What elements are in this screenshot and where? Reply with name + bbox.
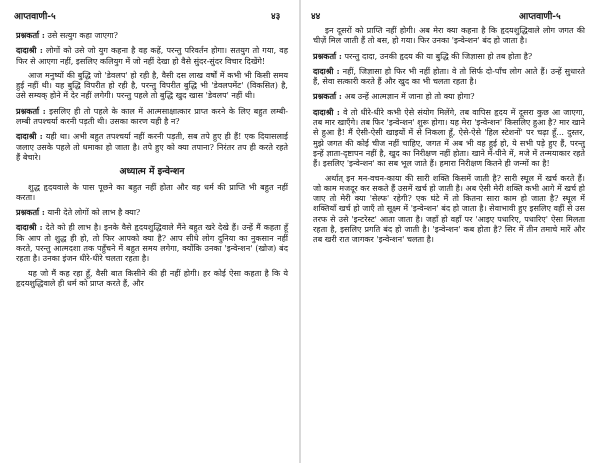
speaker-label: दादाश्री : bbox=[313, 106, 340, 117]
left-text-column bbox=[16, 26, 288, 292]
speaker-label: प्रश्नकर्ता : bbox=[16, 207, 45, 218]
paragraph-text: यही था। अभी बहुत तपश्चर्या नहीं करनी पड़ती, सब तपे हुए ही हैं! एक दियासलाई जलाए उसके पहले तो धमाका हो जाता है। तपे हुए को क्या तपाना? निरंतर तप ही करते रहते हैं बेचारे। bbox=[16, 132, 288, 162]
right-page bbox=[301, 0, 600, 463]
dialogue-paragraph bbox=[16, 45, 288, 67]
paragraph-text: उसे सत्युग कहा जाएगा? bbox=[47, 31, 118, 40]
paragraph-text: अब उन्हें आत्मज्ञान में जाना हो तो क्या होगा? bbox=[344, 92, 475, 102]
body-paragraph bbox=[313, 174, 585, 246]
dialogue-paragraph bbox=[16, 222, 288, 264]
paragraph-text: यह जो मैं कह रहा हूँ, वैसी बात किसीने की ही नहीं होगी। हर कोई ऐसा कहता है कि ये हृदयशुद्धिवाले ही धर्म को प्राप्त करते हैं, और bbox=[16, 268, 288, 288]
paragraph-text: नहीं, जिज्ञासा हो फिर भी नहीं होता। वे तो सिर्फ दो-पाँच लोग आते हैं। उन्हें सुधारते हैं, सेवा सत्कारी करते हैं और खुद का भी चलता रहता है। bbox=[313, 66, 585, 87]
speaker-label: दादाश्री : bbox=[16, 45, 43, 56]
paragraph-text: वे तो धीरे-धीरे कभी ऐसे संयोग मिलेंगे, तब वापिस हृदय में दूसरा कुछ आ जाएगा, तब मार खाएँगे। तब फिर 'इन्वेन्शन' शुरू होगा। यह मेरा 'इन्वेन्शन' किसलिए हुआ है? मार खाने से हुआ है! मैं ऐसी-ऐसी खाइयों में से निकला हूँ, ऐसे-ऐसे 'हिल स्टेशनों' पर चढ़ा हूँ... दुस्तर, मुझे जगत की कोई चीज नहीं चाहिए, जगत में अब भी वह हुई हो, ये सभी पड़े हुए हैं, परन्तु इन्हें ज्ञाता-दृष्टापन नहीं है, खुद का निरीक्षण नहीं होता। खाने में-पीने में, मजे में तन्मयाकार रहते हैं। इसलिए 'इन्वेन्शन' का सब भूल जाते हैं। हमारा निरीक्षण कितने ही जन्मों का है! bbox=[313, 107, 585, 169]
section-heading: अध्यात्म में इन्वेन्शन bbox=[119, 166, 185, 178]
body-paragraph bbox=[16, 71, 288, 102]
page-number-right: ४४ bbox=[311, 12, 321, 22]
speaker-label: दादाश्री : bbox=[313, 65, 340, 76]
dialogue-paragraph bbox=[313, 107, 585, 170]
dialogue-paragraph bbox=[16, 30, 288, 41]
speaker-label: प्रश्नकर्ता : bbox=[313, 91, 342, 102]
dialogue-paragraph bbox=[313, 51, 585, 62]
body-paragraph bbox=[16, 269, 288, 290]
dialogue-paragraph bbox=[313, 91, 585, 102]
speaker-label: प्रश्नकर्ता : bbox=[16, 30, 45, 40]
paragraph-text: शुद्ध हृदयवाले के पास पूछने का बहुत नहीं होता और वह धर्म की प्राप्ति भी बहुत नहीं करता। bbox=[16, 182, 288, 202]
speaker-label: प्रश्नकर्ता : bbox=[313, 50, 342, 61]
body-paragraph bbox=[16, 183, 288, 204]
dialogue-paragraph bbox=[16, 207, 288, 218]
paragraph-text: आज मनुष्यों की बुद्धि जो 'डेवलप' हो रही है, वैसी दस लाख वर्षों में कभी भी किसी समय हुई नहीं थी। यह बुद्धि विपरीत हो रही है, परन्तु विपरीत बुद्धि भी 'डेवलपमेंट' (विकसित) है, उसे सम्यक् होने में देर नहीं लगेगी। परन्तु पहले तो बुद्धि खुद खास 'डेवलप' नहीं थी। bbox=[16, 70, 288, 101]
dialogue-paragraph bbox=[16, 106, 288, 128]
dialogue-paragraph bbox=[16, 131, 288, 163]
paragraph-text: यानी देते लोगों को लाभ है क्या? bbox=[47, 208, 141, 218]
paragraph-text: इन दूसरों को प्राप्ति नहीं होगी। अब मेरा क्या कहना है कि हृदयशुद्धिवाले लोग जगत की चीज़ें मिल जाती हैं तो बस, हो गया। फिर उनका 'इन्वेन्शन' बंद हो जाता है। bbox=[313, 26, 585, 46]
paragraph-text: अर्थात् इन मन-वचन-काया की सारी शक्ति किसमें जाती है? सारी स्थूल में खर्च करते हैं। जो काम मजदूर कर सकते हैं उसमें खर्च हो जाती है। अब ऐसी मेरी शक्ति कभी आगे में खर्च हो जाए तो मेरी क्या 'सेल्फ' रहेगी? एक घंटे में तो कितना सारा काम हो जाता है? स्थूल में शक्तियाँ खर्च हो जाएँ तो सूक्ष्म में 'इन्वेन्शन' बंद हो जाता है। सेवाभावी हुए इसलिए वहीं से उस तरफ से उसे 'इन्टरेस्ट' आता जाता है। जहाँ हो वहाँ पर 'आइए पधारिए, पधारिए' ऐसा मिलता रहता है, इसलिए प्रगति बंद हो जाती है। 'इन्वेन्शन' कब होता है? सिर में तीन तमाचे मारें और तब खरी रात जागकर 'इन्वेन्शन' चलता है। bbox=[313, 173, 585, 245]
speaker-label: दादाश्री : bbox=[16, 131, 43, 142]
paragraph-text: परन्तु दादा, उनकी हृदय की या बुद्धि की जिज्ञासा हो तब होता है? bbox=[344, 51, 533, 61]
left-page bbox=[0, 0, 299, 463]
paragraph-text: देते को ही लाभ है। इनके वैसे हृदयशुद्धिवाले मैंने बहुत खरे देखे हैं। उन्हें मैं कहता हूँ कि आप तो शुद्ध ही हो, तो फिर आपको क्या है? आप सीधे लोग दुनिया का नुकसान नहीं करते, परन्तु आत्मदशा तक पहुँचने में बहुत समय लगेगा, क्योंकि उनका 'इन्वेन्शन' (खोज) बंद रहता है। उनका इंजन धीरे-धीरे चलता रहता है। bbox=[16, 223, 288, 264]
paragraph-text: लोगों को उसे जो युग कहना है वह कहें, परन्तु परिवर्तन होगा। सतयुग तो गया, वह फिर से आएगा नहीं, इसलिए कलियुग में जो नहीं देखा हो वैसे सुंदर-सुंदर विचार दिखेंगे! bbox=[16, 46, 288, 66]
dialogue-paragraph bbox=[313, 66, 585, 88]
speaker-label: प्रश्नकर्ता : bbox=[16, 105, 46, 116]
speaker-label: दादाश्री : bbox=[16, 222, 43, 233]
running-header-left: आप्तवाणी-५ bbox=[14, 12, 56, 22]
right-text-column bbox=[313, 26, 585, 249]
running-header-right: आप्तवाणी-५ bbox=[519, 12, 561, 22]
paragraph-text: इसलिए ही तो पहले के काल में आत्मसाक्षात्कार प्राप्त करने के लिए बहुत लम्बी-लम्बी तपश्चर्या करनी पड़ती थी। उसका कारण यही है न? bbox=[16, 106, 288, 127]
page-number-left: ४३ bbox=[271, 12, 281, 22]
body-paragraph bbox=[313, 26, 585, 47]
